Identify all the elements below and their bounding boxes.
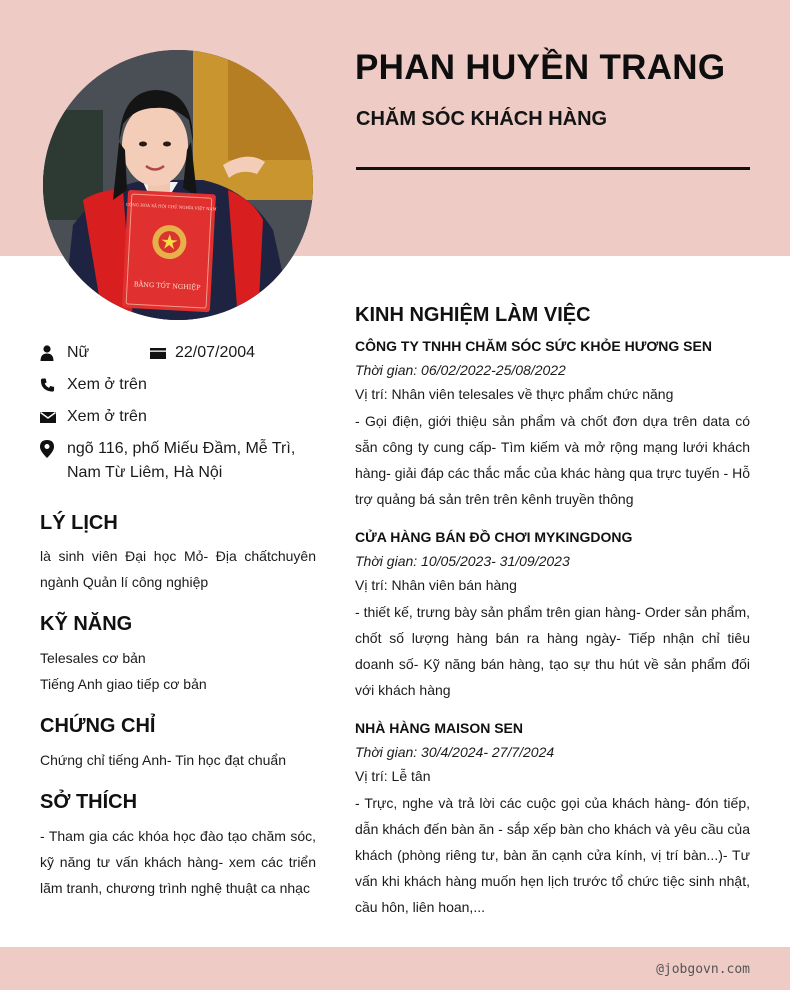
skill-item: Tiếng Anh giao tiếp cơ bản (40, 676, 207, 692)
watermark: @jobgovn.com (656, 962, 750, 977)
phone-value: Xem ở trên (67, 376, 147, 393)
birthday-value: 22/07/2004 (175, 344, 256, 361)
job-description: - thiết kế, trưng bày sản phẩm trên gian hàng- Order sản phẩm, chốt số lượng hàng bán ra hàng ngày- Tiếp nhận chỉ tiêu doanh số- Kỹ năng bán hàng, tạo sự thu hút về sản phẩm đối với khách hàng (355, 604, 750, 698)
person-icon (40, 345, 54, 361)
envelope-icon (40, 409, 56, 425)
job-description: - Gọi điện, giới thiệu sản phẩm và chốt đơn dựa trên data có sẵn công ty cung cấp- Tìm kiếm và mở rộng mạng lưới khách hàng- giải đáp các thắc mắc của khác hàng qua trực tuyến - Hỗ trợ quảng bá sản trên trên kênh truyền thông (355, 413, 750, 507)
job-time: Thời gian: 10/05/2023- 31/09/2023 (355, 553, 570, 569)
job-time: Thời gian: 30/4/2024- 27/7/2024 (355, 744, 555, 760)
hobbies-heading: SỞ THÍCH (40, 791, 138, 813)
skill-item: Telesales cơ bản (40, 650, 146, 666)
phone-row (40, 373, 320, 397)
job-position: Vị trí: Nhân viên bán hàng (355, 577, 517, 593)
certificates-text: Chứng chỉ tiếng Anh- Tin học đạt chuẩn (40, 752, 286, 768)
address-line-1: ngõ 116, phố Miếu Đầm, Mễ Trì, (67, 440, 296, 457)
calendar-icon (150, 345, 166, 361)
header-divider (356, 167, 750, 170)
job-time: Thời gian: 06/02/2022-25/08/2022 (355, 362, 566, 378)
email-row (40, 405, 320, 429)
job-company: CÔNG TY TNHH CHĂM SÓC SỨC KHỎE HƯƠNG SEN (355, 338, 712, 354)
graduate-portrait-illustration (43, 50, 313, 320)
job-title: CHĂM SÓC KHÁCH HÀNG (356, 108, 608, 130)
address-row (40, 437, 330, 485)
certificates-heading: CHỨNG CHỈ (40, 715, 156, 737)
svg-text:BẰNG TỐT NGHIỆP: BẰNG TỐT NGHIỆP (133, 280, 201, 292)
birthday-row (150, 341, 310, 365)
experience-heading: KINH NGHIỆM LÀM VIỆC (355, 304, 591, 326)
job-company: NHÀ HÀNG MAISON SEN (355, 720, 524, 736)
address-line-2: Nam Từ Liêm, Hà Nội (67, 464, 223, 481)
profile-text: là sinh viên Đại học Mỏ- Địa chấtchuyên ngành Quản lí công nghiệp (40, 548, 316, 590)
profile-heading: LÝ LỊCH (40, 512, 118, 534)
candidate-name: PHAN HUYỀN TRANG (355, 48, 726, 87)
profile-photo (43, 50, 313, 320)
location-pin-icon (40, 440, 54, 458)
email-value: Xem ở trên (67, 408, 147, 425)
job-description: - Trực, nghe và trả lời các cuộc gọi của khách hàng- đón tiếp, dẫn khách đến bàn ăn - sắp xếp bàn cho khách và yêu cầu của khách (phòng riêng tư, bàn ăn cạnh cửa kính, vị trí bàn...)- Tư vấn khi khách hàng muốn hẹn lịch trước tổ chức tiệc sinh nhật, cầu hôn, liên hoan,... (355, 795, 750, 915)
gender-value: Nữ (67, 344, 90, 361)
phone-icon (40, 377, 55, 393)
skills-heading: KỸ NĂNG (40, 613, 133, 635)
certificate-booklet (121, 190, 218, 313)
hobbies-text: - Tham gia các khóa học đào tạo chăm sóc, kỹ năng tư vấn khách hàng- xem các triển lãm tranh, chương trình nghệ thuật ca nhạc (40, 828, 316, 896)
job-position: Vị trí: Nhân viên telesales về thực phẩm chức năng (355, 386, 674, 402)
svg-text:CỘNG HOÀ XÃ HỘI CHỦ NGHĨA VIỆT: CỘNG HOÀ XÃ HỘI CHỦ NGHĨA VIỆT NAM (125, 201, 217, 212)
job-position: Vị trí: Lễ tân (355, 768, 431, 784)
job-company: CỬA HÀNG BÁN ĐỒ CHƠI MYKINGDONG (355, 529, 633, 545)
gender-row (40, 341, 160, 365)
